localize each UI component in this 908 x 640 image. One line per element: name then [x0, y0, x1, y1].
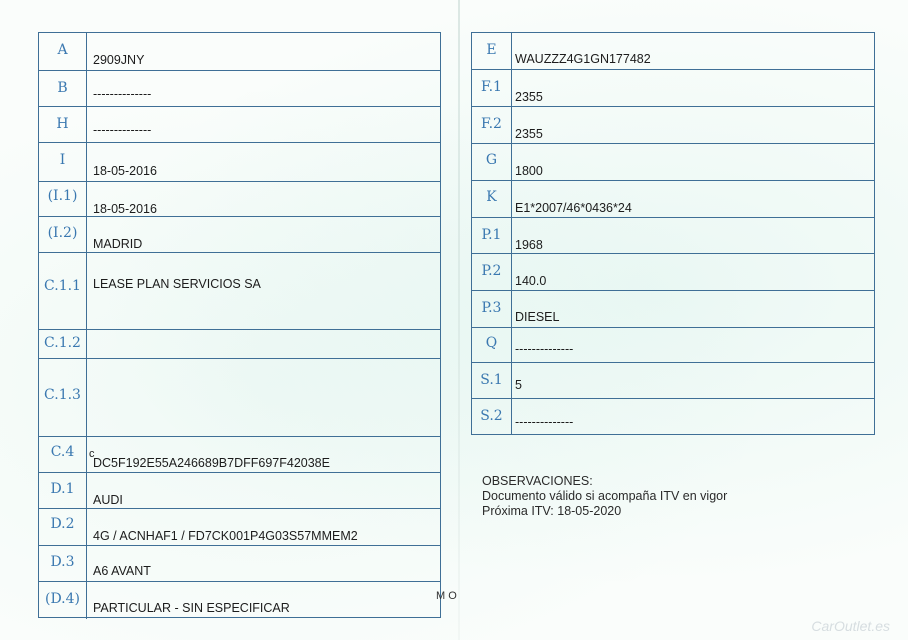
field-row-d2 [39, 508, 440, 545]
field-row-d3 [39, 545, 440, 581]
field-row-p1 [472, 217, 874, 253]
field-code: C.1.3 [39, 359, 87, 436]
field-code: K [472, 181, 512, 217]
observations-title: OBSERVACIONES: [482, 474, 593, 488]
field-value: 2355 [515, 127, 543, 141]
field-value: 4G / ACNHAF1 / FD7CK001P4G03S57MMEM2 [93, 529, 358, 543]
field-row-c11 [39, 252, 440, 329]
field-value: E1*2007/46*0436*24 [515, 201, 632, 215]
observations-line: Documento válido si acompaña ITV en vigor [482, 489, 728, 503]
mo-mark: M O [436, 590, 457, 602]
field-row-b [39, 70, 440, 106]
field-value: 18-05-2016 [93, 202, 157, 216]
field-code: G [472, 144, 512, 180]
field-row-p3 [472, 290, 874, 327]
field-row-d1 [39, 472, 440, 508]
c4-mark: c [89, 448, 95, 460]
field-row-s1 [472, 362, 874, 398]
field-code: H [39, 107, 87, 142]
field-code: (I.1) [39, 182, 87, 216]
right-fields-table [471, 32, 875, 435]
field-row-g [472, 143, 874, 180]
field-row-h [39, 106, 440, 142]
field-value: 140.0 [515, 274, 547, 288]
field-row-d4 [39, 581, 440, 619]
field-row-p2 [472, 253, 874, 290]
field-code: D.1 [39, 473, 87, 508]
field-row-k [472, 180, 874, 217]
field-value: LEASE PLAN SERVICIOS SA [93, 277, 261, 291]
field-code: P.2 [472, 254, 512, 290]
field-code: E [472, 33, 512, 69]
field-value: PARTICULAR - SIN ESPECIFICAR [93, 601, 290, 615]
field-value: MADRID [93, 237, 143, 251]
field-code: C.1.1 [39, 253, 87, 329]
field-value: DC5F192E55A246689B7DFF697F42038E [93, 456, 330, 470]
field-row-c13 [39, 358, 440, 436]
field-row-i1 [39, 181, 440, 216]
field-row-s2 [472, 398, 874, 435]
field-code: (D.4) [39, 582, 87, 619]
field-row-i [39, 142, 440, 181]
field-value: 18-05-2016 [93, 164, 157, 178]
field-value: 2909JNY [93, 53, 145, 67]
field-row-f1 [472, 69, 874, 106]
field-row-q [472, 327, 874, 362]
observations-line: Próxima ITV: 18-05-2020 [482, 504, 622, 518]
field-value: 5 [515, 378, 522, 392]
left-fields-table [38, 32, 441, 618]
field-value: 2355 [515, 90, 543, 104]
field-code: D.2 [39, 509, 87, 545]
field-value: 1968 [515, 238, 543, 252]
field-code: C.1.2 [39, 330, 87, 358]
observations [482, 474, 727, 519]
field-value: -------------- [515, 342, 574, 356]
field-row-f2 [472, 106, 874, 143]
field-code: S.2 [472, 399, 512, 435]
field-code: C.4 [39, 437, 87, 472]
field-row-e [472, 33, 874, 69]
field-value: -------------- [93, 87, 152, 101]
field-row-a [39, 33, 440, 70]
field-code: P.3 [472, 291, 512, 327]
field-value: -------------- [93, 123, 152, 137]
field-code: B [39, 71, 87, 106]
field-code: (I.2) [39, 217, 87, 252]
field-value: DIESEL [515, 310, 560, 324]
field-row-i2 [39, 216, 440, 252]
field-value: A6 AVANT [93, 564, 151, 578]
field-value: -------------- [515, 415, 574, 429]
field-value: 1800 [515, 164, 543, 178]
field-code: A [39, 33, 87, 70]
field-code: F.2 [472, 107, 512, 143]
field-code: F.1 [472, 70, 512, 106]
page-fold [458, 0, 460, 640]
field-row-c4 [39, 436, 440, 472]
watermark: CarOutlet.es [811, 618, 890, 634]
field-code: P.1 [472, 218, 512, 253]
field-code: D.3 [39, 546, 87, 581]
field-code: I [39, 143, 87, 181]
field-value: AUDI [93, 493, 123, 507]
field-code: Q [472, 328, 512, 362]
field-row-c12 [39, 329, 440, 358]
field-code: S.1 [472, 363, 512, 398]
field-value: WAUZZZ4G1GN177482 [515, 52, 651, 66]
